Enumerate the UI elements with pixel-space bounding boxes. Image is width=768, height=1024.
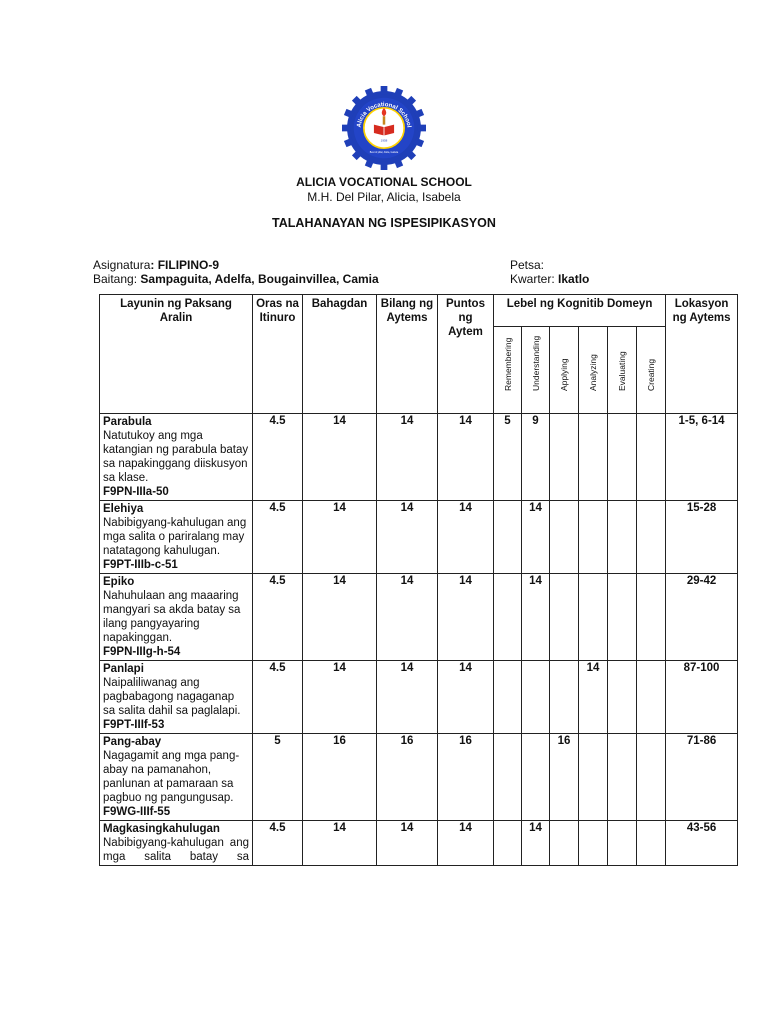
lokasyon-cell: 87-100 xyxy=(666,661,738,734)
puntos-cell: 14 xyxy=(438,414,494,501)
topic-description: Natutukoy ang mga katangian ng parabula batay sa napakinggang diiskusyon sa klase. xyxy=(103,430,249,484)
puntos-cell: 16 xyxy=(438,734,494,821)
logo-year: 1958 xyxy=(380,138,388,143)
evaluating-cell xyxy=(608,574,637,661)
analyzing-cell xyxy=(579,501,608,574)
topic-cell xyxy=(100,661,253,734)
topic-cell xyxy=(100,574,253,661)
creating-cell xyxy=(637,501,666,574)
header-oras: Oras na Itinuro xyxy=(253,295,303,414)
topic-code: F9PN-IIIa-50 xyxy=(103,486,169,498)
puntos-cell: 14 xyxy=(438,574,494,661)
topic-cell xyxy=(100,734,253,821)
topic-cell xyxy=(100,821,253,866)
topic-description: Naipaliliwanag ang pagbabagong nagaganap sa salita dahil sa paglalapi. xyxy=(103,677,241,717)
topic-description: Nagagamit ang mga pang-abay na pamanahon, panlunan at pamaraan sa pagbuo ng pangungusap. xyxy=(103,750,240,804)
applying-cell xyxy=(550,821,579,866)
understanding-cell xyxy=(522,661,550,734)
header-layunin: Layunin ng Paksang Aralin xyxy=(100,295,253,414)
table-row xyxy=(100,661,738,734)
baitang-line xyxy=(93,272,379,286)
lokasyon-cell: 29-42 xyxy=(666,574,738,661)
topic-cell xyxy=(100,414,253,501)
bahagdan-cell: 16 xyxy=(303,734,377,821)
lokasyon-cell: 1-5, 6-14 xyxy=(666,414,738,501)
understanding-cell: 14 xyxy=(522,821,550,866)
creating-cell xyxy=(637,574,666,661)
document-title: TALAHANAYAN NG ISPESIPIKASYON xyxy=(272,216,496,230)
bahagdan-cell: 14 xyxy=(303,821,377,866)
bilang-cell: 14 xyxy=(377,821,438,866)
remembering-cell: 5 xyxy=(494,414,522,501)
evaluating-cell xyxy=(608,414,637,501)
puntos-cell: 14 xyxy=(438,821,494,866)
evaluating-cell xyxy=(608,821,637,866)
bilang-cell: 14 xyxy=(377,501,438,574)
school-logo xyxy=(342,86,426,170)
evaluating-cell xyxy=(608,734,637,821)
table-row xyxy=(100,734,738,821)
bilang-cell: 16 xyxy=(377,734,438,821)
topic-code: F9WG-IIIf-55 xyxy=(103,806,171,818)
remembering-cell xyxy=(494,661,522,734)
level-applying: Applying xyxy=(550,327,579,414)
oras-cell: 4.5 xyxy=(253,661,303,734)
kwarter-value: Ikatlo xyxy=(558,272,590,286)
analyzing-cell xyxy=(579,414,608,501)
topic-name: Parabula xyxy=(103,416,152,428)
topic-cell xyxy=(100,501,253,574)
oras-cell: 4.5 xyxy=(253,574,303,661)
understanding-cell xyxy=(522,734,550,821)
school-address: M.H. Del Pilar, Alicia, Isabela xyxy=(307,190,461,204)
remembering-cell xyxy=(494,821,522,866)
bilang-cell: 14 xyxy=(377,414,438,501)
applying-cell xyxy=(550,574,579,661)
level-remembering: Remembering xyxy=(494,327,522,414)
creating-cell xyxy=(637,661,666,734)
kwarter-label: Kwarter: xyxy=(510,272,555,286)
asignatura-line xyxy=(93,258,219,272)
header-lebel: Lebel ng Kognitib Domeyn xyxy=(494,295,666,327)
bahagdan-cell: 14 xyxy=(303,574,377,661)
topic-name: Epiko xyxy=(103,576,135,588)
topic-code: F9PT-IIIf-53 xyxy=(103,719,165,731)
level-creating: Creating xyxy=(637,327,666,414)
table-row xyxy=(100,821,738,866)
creating-cell xyxy=(637,821,666,866)
applying-cell xyxy=(550,414,579,501)
header-lokasyon: Lokasyon ng Aytems xyxy=(666,295,738,414)
remembering-cell xyxy=(494,574,522,661)
understanding-cell: 14 xyxy=(522,501,550,574)
logo-arc-text: Alicia Vocational School xyxy=(356,102,412,129)
applying-cell xyxy=(550,501,579,574)
bahagdan-cell: 14 xyxy=(303,414,377,501)
applying-cell: 16 xyxy=(550,734,579,821)
analyzing-cell: 14 xyxy=(579,661,608,734)
oras-cell: 5 xyxy=(253,734,303,821)
topic-description: Nabibigyang-kahulugan ang mga salita o pariralang may natatagong kahulugan. xyxy=(103,517,247,557)
asignatura-value: : FILIPINO-9 xyxy=(150,258,220,272)
kwarter-line xyxy=(510,272,589,286)
creating-cell xyxy=(637,414,666,501)
topic-name: Elehiya xyxy=(103,503,144,515)
table-row xyxy=(100,414,738,501)
evaluating-cell xyxy=(608,501,637,574)
oras-cell: 4.5 xyxy=(253,501,303,574)
analyzing-cell xyxy=(579,574,608,661)
topic-code: F9PT-IIIb-c-51 xyxy=(103,559,178,571)
bahagdan-cell: 14 xyxy=(303,661,377,734)
topic-description: Nahuhulaan ang maaaring mangyari sa akda batay sa ilang pangyayaring napakinggan. xyxy=(103,590,241,644)
puntos-cell: 14 xyxy=(438,501,494,574)
level-analyzing: Analyzing xyxy=(579,327,608,414)
school-name: ALICIA VOCATIONAL SCHOOL xyxy=(296,175,472,189)
applying-cell xyxy=(550,661,579,734)
remembering-cell xyxy=(494,734,522,821)
evaluating-cell xyxy=(608,661,637,734)
lokasyon-cell: 15-28 xyxy=(666,501,738,574)
creating-cell xyxy=(637,734,666,821)
petsa-label: Petsa: xyxy=(510,258,545,272)
logo-motto: Best of pillar, Alicia, Isabela xyxy=(369,152,399,155)
topic-name: Pang-abay xyxy=(103,736,162,748)
specification-table xyxy=(99,294,738,866)
table-row xyxy=(100,501,738,574)
lokasyon-cell: 71-86 xyxy=(666,734,738,821)
table-row xyxy=(100,574,738,661)
header-bahagdan: Bahagdan xyxy=(303,295,377,414)
analyzing-cell xyxy=(579,821,608,866)
level-understanding: Understanding xyxy=(522,327,550,414)
bahagdan-cell: 14 xyxy=(303,501,377,574)
header-puntos: Puntos ng Aytem xyxy=(438,295,494,414)
analyzing-cell xyxy=(579,734,608,821)
lokasyon-cell: 43-56 xyxy=(666,821,738,866)
baitang-label: Baitang: xyxy=(93,272,138,286)
header-row xyxy=(100,295,738,327)
understanding-cell: 14 xyxy=(522,574,550,661)
topic-code: F9PN-IIIg-h-54 xyxy=(103,646,181,658)
asignatura-label: Asignatura xyxy=(93,258,151,272)
oras-cell: 4.5 xyxy=(253,414,303,501)
header-bilang: Bilang ng Aytems xyxy=(377,295,438,414)
remembering-cell xyxy=(494,501,522,574)
topic-name: Panlapi xyxy=(103,663,144,675)
bilang-cell: 14 xyxy=(377,574,438,661)
puntos-cell: 14 xyxy=(438,661,494,734)
understanding-cell: 9 xyxy=(522,414,550,501)
level-evaluating: Evaluating xyxy=(608,327,637,414)
oras-cell: 4.5 xyxy=(253,821,303,866)
baitang-value: Sampaguita, Adelfa, Bougainvillea, Camia xyxy=(140,272,379,286)
topic-description: Nabibigyang-kahulugan ang mga salita batay sa xyxy=(103,837,249,863)
topic-name: Magkasingkahulugan xyxy=(103,823,220,835)
petsa-line xyxy=(510,258,544,272)
bilang-cell: 14 xyxy=(377,661,438,734)
